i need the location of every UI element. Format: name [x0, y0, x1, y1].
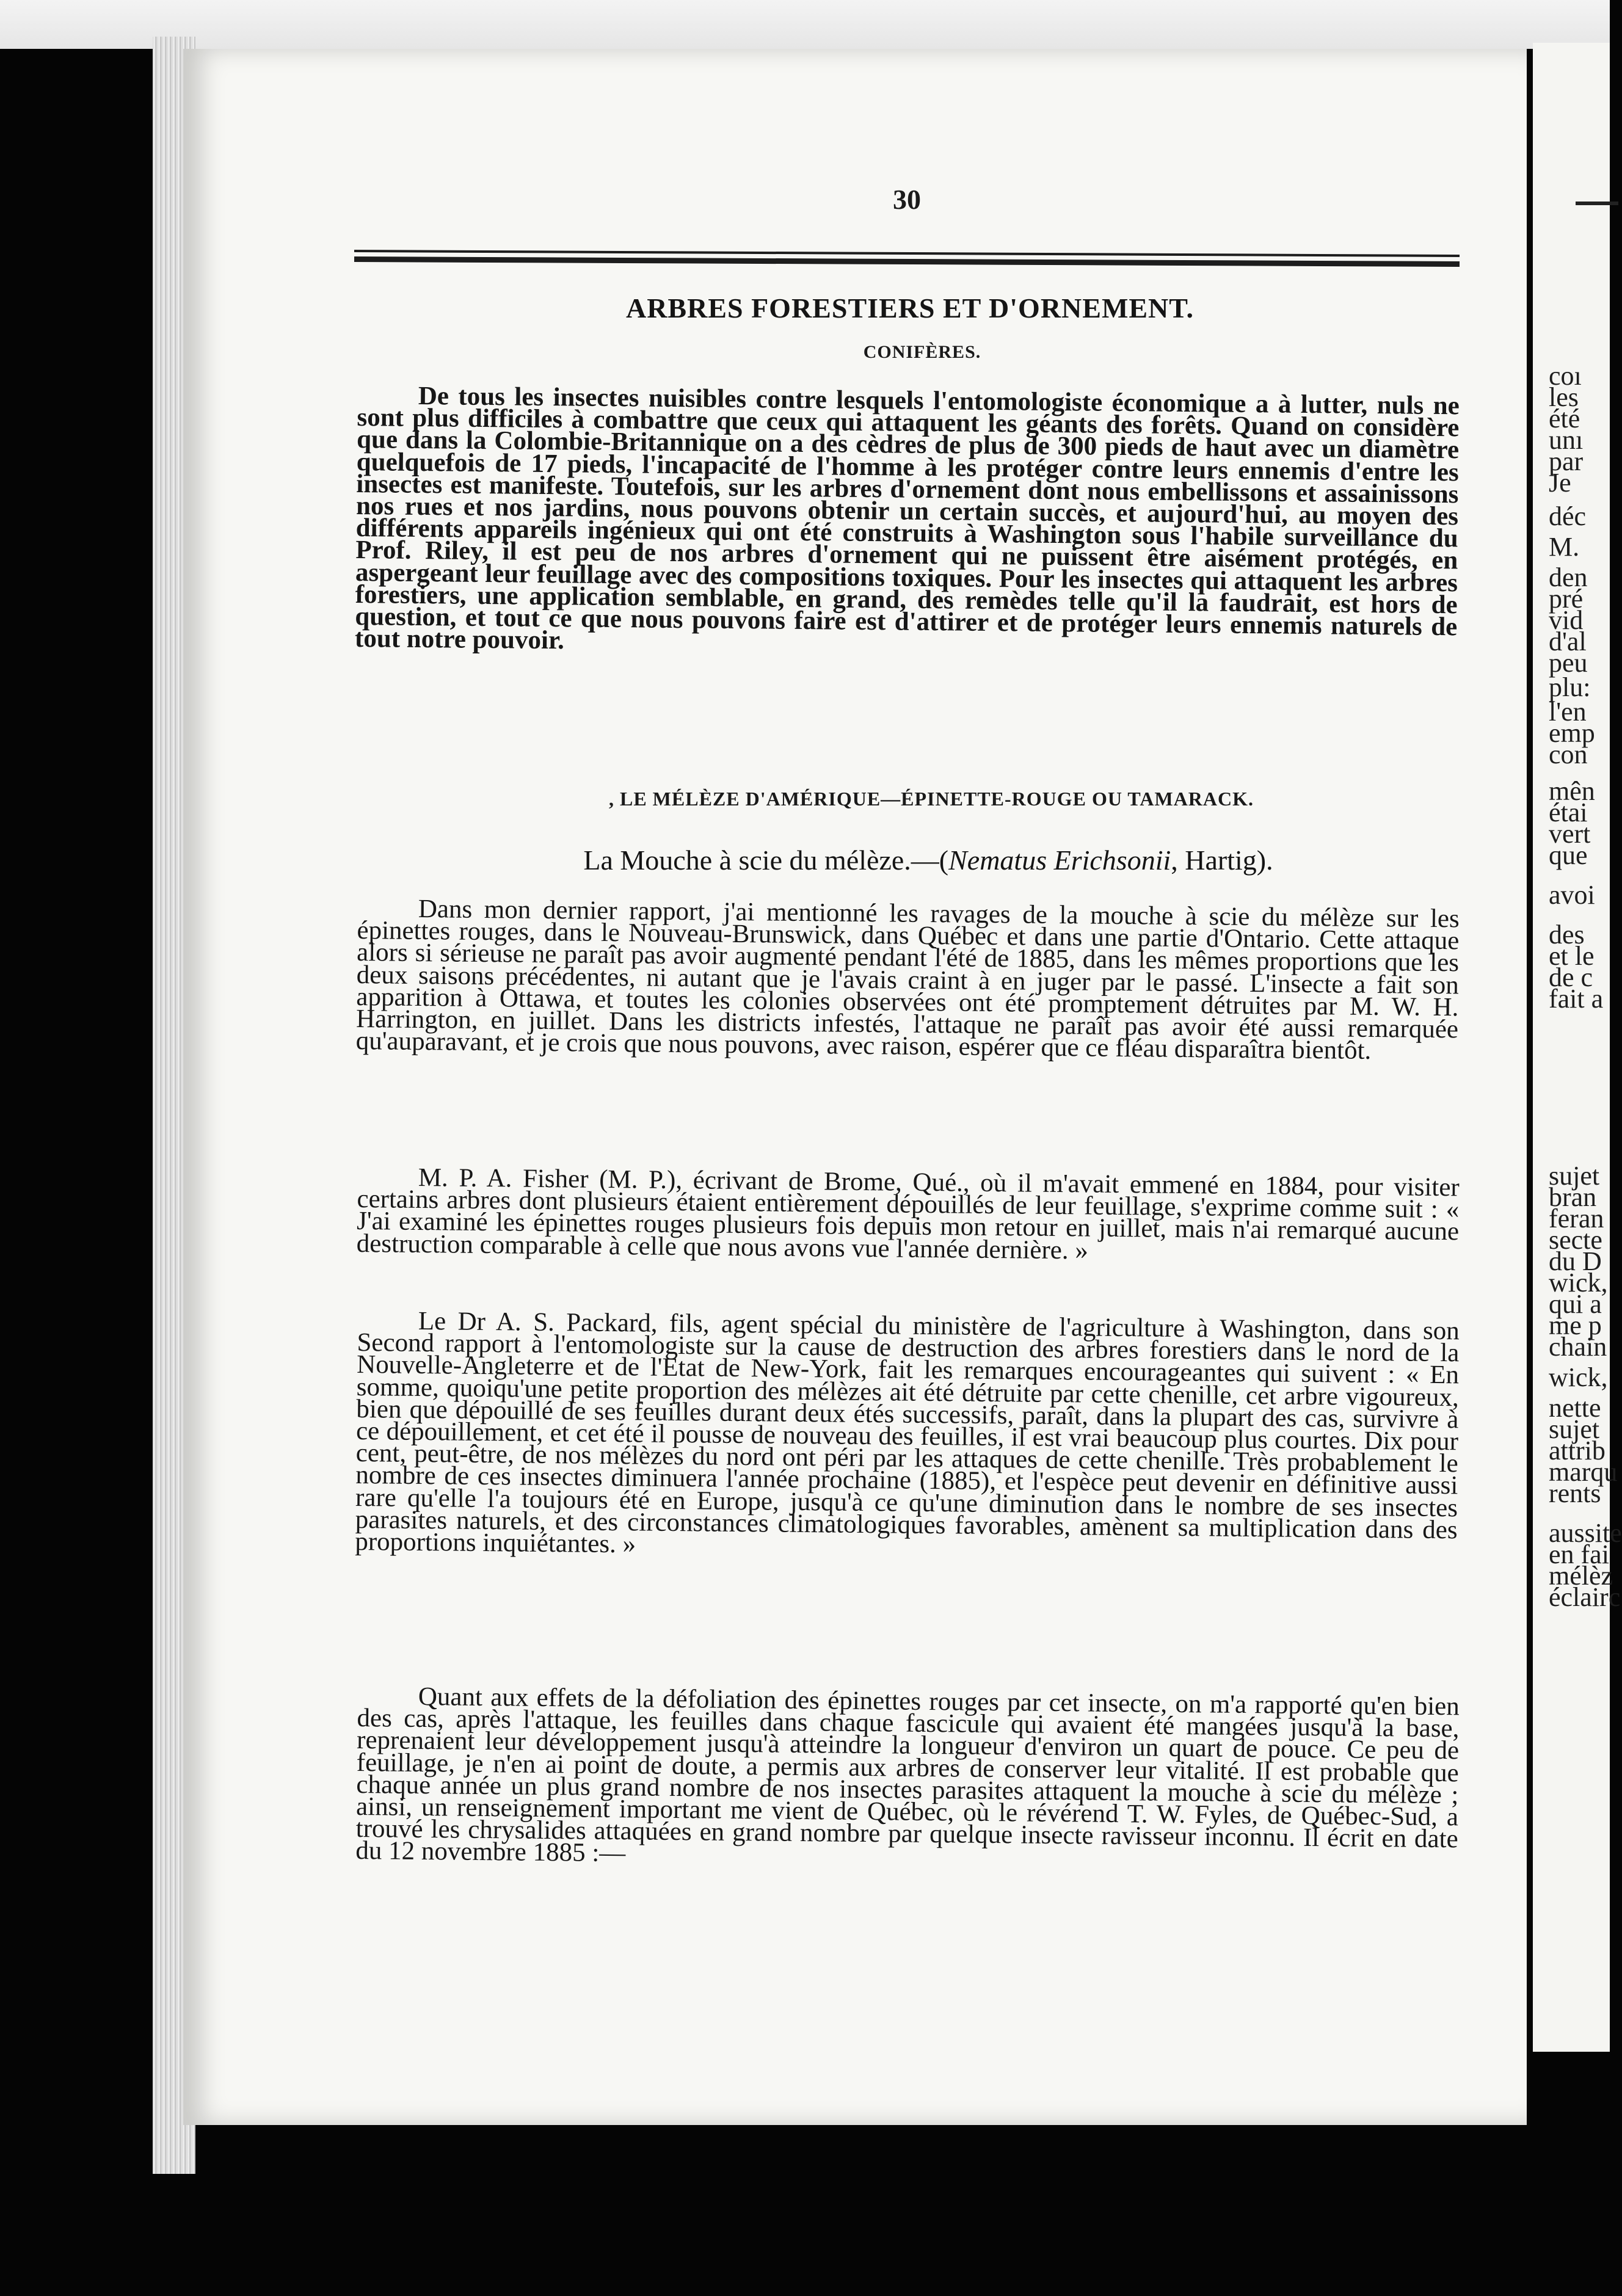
adjacent-page-fragment: con: [1549, 739, 1588, 769]
adjacent-page-fragment: étai: [1549, 797, 1588, 827]
species-latin-name: Nematus Erichsonii: [948, 845, 1171, 876]
adjacent-page-fragment: qui a: [1549, 1289, 1602, 1319]
adjacent-page-fragment: d'al: [1549, 627, 1587, 656]
adjacent-page-fragment: marqu: [1549, 1457, 1618, 1487]
subheading-coniferes: CONIFÈRES.: [863, 342, 981, 362]
species-heading-suffix: , Hartig).: [1171, 845, 1273, 876]
adjacent-page-fragment: de c: [1549, 962, 1593, 992]
adjacent-page-fragment: M.: [1549, 532, 1580, 562]
adjacent-page-fragment: wick,: [1549, 1362, 1608, 1392]
adjacent-page-fragment: emp: [1549, 718, 1595, 748]
adjacent-page-fragment: été: [1549, 404, 1580, 434]
adjacent-page-fragment: les: [1549, 382, 1579, 412]
adjacent-page-fragment: en fai: [1549, 1539, 1609, 1569]
adjacent-page-fragment: pré: [1549, 584, 1584, 614]
paragraph-3: M. P. A. Fisher (M. P.), écrivant de Brome, Qué., où il m'avait emmené en 1884, pour visiter certains arbres dont plusieurs étaient entièrement dépouillés de leur feuillage, s'exprime comme suit : « J'ai examiné les épinettes rouges plusieurs fois depuis mon retour en juillet, mais n'ai remarqué aucune destruction comparable à celle que nous avons vue l'année dernière. »: [356, 1163, 1460, 1265]
adjacent-page-fragment: aussite: [1549, 1518, 1622, 1548]
adjacent-page-fragment: que: [1549, 840, 1588, 870]
paragraph-5: Quant aux effets de la défoliation des épinettes rouges par cet insecte, on m'a rapporté qu'en bien des cas, après l'attaque, les feuilles dans chaque fascicule qui avaient été mangées jusqu'à la base, reprenaient leur développement jusqu'à atteindre la longueur d'environ un quart de pouce. Ce peu de feuillage, je n'en ai point de doute, a permis aux arbres de conserver leur vitalité. Il est probable que chaque année un plus grand nombre de nos insectes parasites attaquent la mouche à scie du mélèze ; ainsi, un renseignement important me vient de Québec, où le révérend T. W. Fyles, de Québec-Sud, a trouvé les chrysalides attaquées en grand nombre par quelque insecte ravisseur inconnu. Il écrit en date du 12 novembre 1885 :—: [355, 1682, 1460, 1868]
adjacent-page-fragment: peu: [1549, 648, 1588, 678]
adjacent-page-fragment: éclairc: [1549, 1582, 1621, 1612]
adjacent-page-fragment: wick,: [1549, 1268, 1608, 1298]
adjacent-page-fragment: rents: [1549, 1478, 1601, 1508]
species-heading-prefix: La Mouche à scie du mélèze.—(: [583, 845, 949, 876]
adjacent-page-rule: [1576, 202, 1618, 205]
adjacent-page-edge: [1533, 43, 1622, 2052]
adjacent-page-fragment: coı: [1549, 361, 1582, 391]
adjacent-page-fragment: feran: [1549, 1204, 1604, 1233]
paragraph-1: De tous les insectes nuisibles contre lesquels l'entomologiste économique a à lutter, nuls ne sont plus difficiles à combattre que ceux qui attaquent les géants des forêts. Quand on considère que dans la Colombie-Britannique on a des cèdres de plus de 300 pieds de haut avec un diamètre quelquefois de 17 pieds, l'incapacité de l'homme à les protéger contre leurs ennemis d'entre les insectes est manifeste. Toutefois, sur les arbres d'ornement dont nous embellissons et assainissons nos rues et nos jardins, nous pouvons obtenir un certain succès, et aujourd'hui, au moyen des différents appareils ingénieux qui ont été construits à Washington sous l'habile surveillance du Prof. Riley, il est peu de nos arbres d'ornement qui ne puissent être aisément protégés, en aspergeant leur feuillage avec des compositions toxiques. Pour les insectes qui attaquent les arbres forestiers, une application semblable, en grand, des remèdes telle qu'il la faudrait, est hors de question, et tout ce que nous pouvons faire est d'attirer et de protéger leurs ennemis naturels de tout notre pouvoir.: [354, 381, 1460, 655]
adjacent-page-fragment: par: [1549, 446, 1584, 476]
adjacent-page-fragment: fait a: [1549, 984, 1604, 1014]
adjacent-page-fragment: l'en: [1549, 697, 1587, 727]
adjacent-page-fragment: me p: [1549, 1310, 1602, 1340]
adjacent-page-fragment: mélèz: [1549, 1561, 1613, 1591]
paragraph-4: Le Dr A. S. Packard, fils, agent spécial du ministère de l'agriculture à Washington, dans son Second rapport à l'entomologiste sur la cause de destruction des arbres forestiers dans le nord de la Nouvelle-Angleterre et de l'Etat de New-York, fait les remarques encourageantes qui suivent : « En somme, quoiqu'une petite proportion des mélèzes ait été détruite par cette chenille, cet arbre vigoureux, bien que dépouillé de ses feuilles durant deux étés successifs, paraît, dans la plupart des cas, survivre à ce dépouillement, et cet été il pousse de nouveau des feuilles, il est vrai beaucoup plus courtes. Dix pour cent, peut-être, de nos mélèzes du nord ont péri par les attaques de cette chenille. Très probablement le nombre de ces insectes diminuera l'année prochaine (1885), et l'espèce peut devenir en définitive aussi rare qu'elle l'a toujours été en Europe, jusqu'à ce qu'une diminution dans le nombre de ses insectes parasites naturels, et des circonstances climatologiques favorables, amènent sa multiplication dans des proportions inquiétantes. »: [355, 1306, 1460, 1559]
adjacent-page-fragment: chain: [1549, 1332, 1607, 1362]
adjacent-page-fragment: bran: [1549, 1182, 1597, 1212]
adjacent-page-fragment: et le: [1549, 941, 1595, 971]
adjacent-page-fragment: des: [1549, 920, 1585, 950]
adjacent-page-fragment: sujet: [1549, 1414, 1600, 1444]
paragraph-2: Dans mon dernier rapport, j'ai mentionné les ravages de la mouche à scie du mélèze sur les épinettes rouges, dans le Nouveau-Brunswick, dans Québec et dans une partie d'Ontario. Cette attaque alors si sérieuse ne paraît pas avoir augmenté pendant l'été de 1885, dans les mêmes proportions que les deux saisons précédentes, ni autant que je l'avais craint à en juger par le passé. L'insecte a fait son apparition à Ottawa, et toutes les colonies observées ont été promptement détruites par M. W. H. Harrington, en juillet. Dans les districts infestés, l'attaque ne paraît pas avoir été aussi remarquée qu'auparavant, et je crois que nous pouvons, avec raison, espérer que ce fléau disparaîtra bientôt.: [355, 894, 1460, 1066]
adjacent-page-fragment: vid: [1549, 605, 1584, 635]
adjacent-page-fragment: nette: [1549, 1393, 1601, 1423]
adjacent-page-fragment: plu:: [1549, 672, 1591, 702]
adjacent-page-fragment: Je: [1549, 468, 1571, 498]
adjacent-page-fragment: mên: [1549, 776, 1595, 806]
adjacent-page-fragment: déc: [1549, 501, 1587, 531]
scan-border: [0, 0, 1610, 49]
adjacent-page-fragment: avoi: [1549, 880, 1595, 910]
adjacent-page-fragment: attrib: [1549, 1436, 1606, 1466]
page-number: 30: [893, 184, 921, 215]
adjacent-page-fragment: secte: [1549, 1225, 1602, 1255]
species-heading: [513, 844, 1344, 876]
subheading-meleze: , LE MÉLÈZE D'AMÉRIQUE—ÉPINETTE-ROUGE OU TAMARACK.: [608, 788, 1254, 810]
adjacent-page-fragment: vert: [1549, 819, 1591, 849]
adjacent-page-fragment: den: [1549, 562, 1588, 592]
adjacent-page-fragment: unı: [1549, 425, 1584, 455]
adjacent-page-fragment: du D: [1549, 1246, 1602, 1276]
section-title: ARBRES FORESTIERS ET D'ORNEMENT.: [625, 292, 1195, 324]
adjacent-page-fragment: sujet: [1549, 1161, 1600, 1191]
